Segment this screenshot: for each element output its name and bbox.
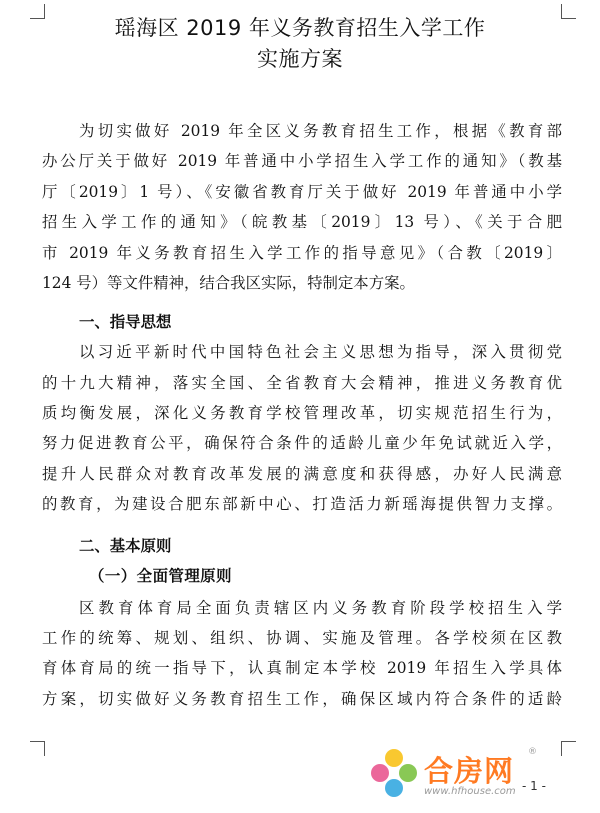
paragraph-line: 质均衡发展，深化义务教育学校管理改革，切实规范招生行为， (42, 404, 562, 422)
intro-line: 厅〔2019〕1 号）、《安徽省教育厅关于做好 2019 年普通中小学 (42, 183, 562, 201)
paragraph-line: 工作的统筹、规划、组织、协调、实施及管理。各学校须在区教 (42, 629, 562, 647)
watermark-brand-text: 合房网 (424, 754, 515, 788)
page-number: - 1 - (522, 779, 546, 793)
watermark-url-text: www.hfhouse.com (424, 786, 516, 797)
paragraph-line: 提升人民群众对教育改革发展的满意度和获得感，办好人民满意 (42, 465, 562, 483)
paragraph-line: 的教育，为建设合肥东部新中心、打造活力新瑶海提供智力支撑。 (42, 495, 562, 513)
intro-line: 招生入学工作的通知》（皖教基〔2019〕13 号）、《关于合肥 (42, 213, 562, 231)
paragraph-line: 育体育局的统一指导下，认真制定本学校 2019 年招生入学具体 (42, 659, 562, 677)
intro-line: 124 号）等文件精神，结合我区实际，特制定本方案。 (42, 274, 415, 292)
intro-line: 办公厅关于做好 2019 年普通中小学招生入学工作的通知》（教基 (42, 152, 562, 170)
paragraph-line: 努力促进教育公平，确保符合条件的适龄儿童少年免试就近入学， (42, 434, 562, 452)
section-heading-guiding-ideology: 一、指导思想 (79, 313, 172, 331)
subsection-heading-overall-management: （一）全面管理原则 (89, 567, 233, 585)
intro-line: 市 2019 年义务教育招生入学工作的指导意见》（合教〔2019〕 (42, 244, 562, 262)
intro-line: 为切实做好 2019 年全区义务教育招生工作，根据《教育部 (79, 122, 562, 140)
crop-mark-bottom-left (30, 741, 45, 756)
registered-trademark-icon: ® (528, 747, 537, 757)
section-heading-basic-principles: 二、基本原则 (79, 537, 172, 555)
paragraph-line: 区教育体育局全面负责辖区内义务教育阶段学校招生入学 (79, 599, 562, 617)
document-title-line-1: 瑶海区 2019 年义务教育招生入学工作 (114, 16, 486, 40)
hfhouse-watermark (368, 745, 568, 805)
paragraph-line: 的十九大精神，落实全国、全省教育大会精神，推进义务教育优 (42, 374, 562, 392)
paragraph-line: 方案，切实做好义务教育招生工作，确保区域内符合条件的适龄 (42, 690, 562, 708)
paragraph-line: 以习近平新时代中国特色社会主义思想为指导，深入贯彻党 (79, 343, 562, 361)
document-title-line-2: 实施方案 (257, 47, 343, 71)
pinwheel-logo-icon (368, 747, 420, 799)
